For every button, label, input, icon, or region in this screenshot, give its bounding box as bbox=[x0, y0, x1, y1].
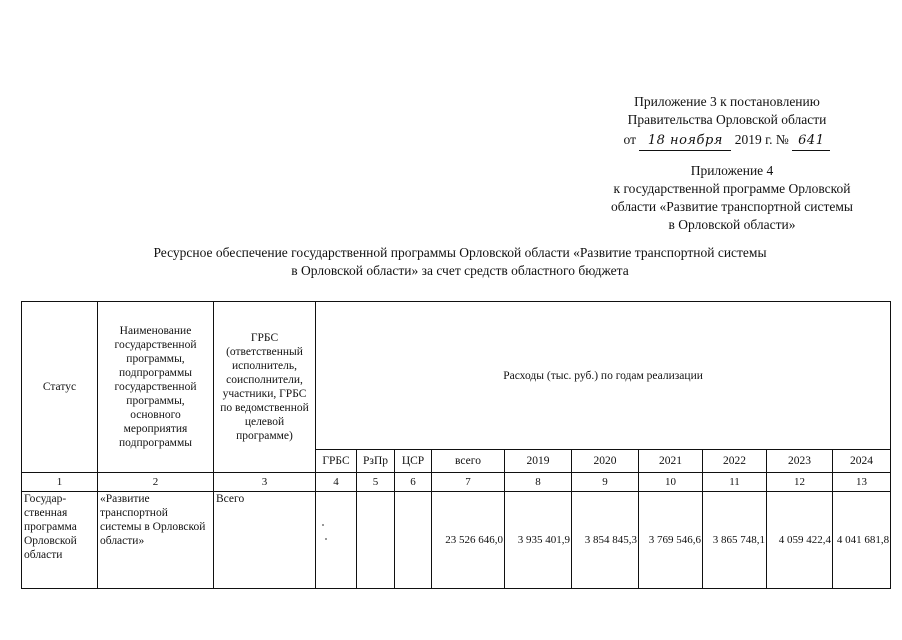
cell-2020: 3 854 845,3 bbox=[572, 492, 639, 589]
cell-2021: 3 769 546,6 bbox=[639, 492, 703, 589]
cell-2019: 3 935 401,9 bbox=[505, 492, 572, 589]
resolution-date-line bbox=[600, 131, 854, 151]
column-number: 2 bbox=[98, 473, 214, 492]
subheader-rzpr: РзПр bbox=[357, 450, 395, 473]
subheader-2023: 2023 bbox=[767, 450, 833, 473]
cell-2023: 4 059 422,4 bbox=[767, 492, 833, 589]
cell-total: 23 526 646,0 bbox=[432, 492, 505, 589]
header-name: Наименование государственной программы, подпрограммы государственной программы, основного мероприятия подпрограммы bbox=[98, 302, 214, 473]
header-status: Статус bbox=[22, 302, 98, 473]
handwritten-date: 18 ноября bbox=[639, 132, 731, 151]
subheader-2024: 2024 bbox=[833, 450, 891, 473]
subheader-grbs: ГРБС bbox=[316, 450, 357, 473]
resource-table bbox=[21, 301, 891, 589]
header-expenses: Расходы (тыс. руб.) по годам реализации bbox=[316, 302, 891, 450]
column-number: 3 bbox=[214, 473, 316, 492]
header-grbs: ГРБС (ответственный исполнитель, соисполнители, участники, ГРБС по ведомственной целевой программе) bbox=[214, 302, 316, 473]
scan-speck bbox=[322, 524, 324, 526]
cell-2022: 3 865 748,1 bbox=[703, 492, 767, 589]
column-number: 4 bbox=[316, 473, 357, 492]
cell-2024: 4 041 681,8 bbox=[833, 492, 891, 589]
subheader-csr: ЦСР bbox=[395, 450, 432, 473]
column-number: 10 bbox=[639, 473, 703, 492]
document-title bbox=[60, 244, 860, 280]
column-number: 11 bbox=[703, 473, 767, 492]
subheader-2019: 2019 bbox=[505, 450, 572, 473]
column-number: 13 bbox=[833, 473, 891, 492]
column-number-row bbox=[22, 473, 891, 492]
appendix-line-1: Приложение 4 bbox=[690, 163, 774, 178]
resolution-line-1: Приложение 3 к постановлению bbox=[634, 94, 820, 109]
column-number: 1 bbox=[22, 473, 98, 492]
resolution-line-2: Правительства Орловской области bbox=[627, 112, 827, 127]
handwritten-number: 641 bbox=[792, 132, 830, 151]
cell-rzpr bbox=[357, 492, 395, 589]
subheader-2022: 2022 bbox=[703, 450, 767, 473]
title-line-1: Ресурсное обеспечение государственной программы Орловской области «Развитие транспортной системы bbox=[153, 245, 767, 260]
appendix-header bbox=[590, 162, 874, 234]
title-line-2: в Орловской области» за счет средств областного бюджета bbox=[291, 263, 629, 278]
cell-grbs bbox=[316, 492, 357, 589]
subheader-2021: 2021 bbox=[639, 450, 703, 473]
appendix-line-4: в Орловской области» bbox=[668, 217, 796, 232]
date-prefix: от bbox=[623, 132, 636, 147]
column-number: 8 bbox=[505, 473, 572, 492]
subheader-total: всего bbox=[432, 450, 505, 473]
subheader-2020: 2020 bbox=[572, 450, 639, 473]
column-number: 6 bbox=[395, 473, 432, 492]
column-number: 7 bbox=[432, 473, 505, 492]
header-row bbox=[22, 302, 891, 450]
cell-program-name: «Развитие транспортной системы в Орловской области» bbox=[98, 492, 214, 589]
column-number: 9 bbox=[572, 473, 639, 492]
scan-speck bbox=[325, 538, 327, 540]
cell-csr bbox=[395, 492, 432, 589]
appendix-line-3: области «Развитие транспортной системы bbox=[611, 199, 853, 214]
appendix-line-2: к государственной программе Орловской bbox=[613, 181, 851, 196]
column-number: 5 bbox=[357, 473, 395, 492]
column-number: 12 bbox=[767, 473, 833, 492]
resolution-header bbox=[600, 93, 854, 151]
cell-executor: Всего bbox=[214, 492, 316, 589]
year-text: 2019 г. № bbox=[734, 132, 789, 147]
cell-status: Государ-ственная программа Орловской области bbox=[22, 492, 98, 589]
table-row bbox=[22, 492, 891, 589]
